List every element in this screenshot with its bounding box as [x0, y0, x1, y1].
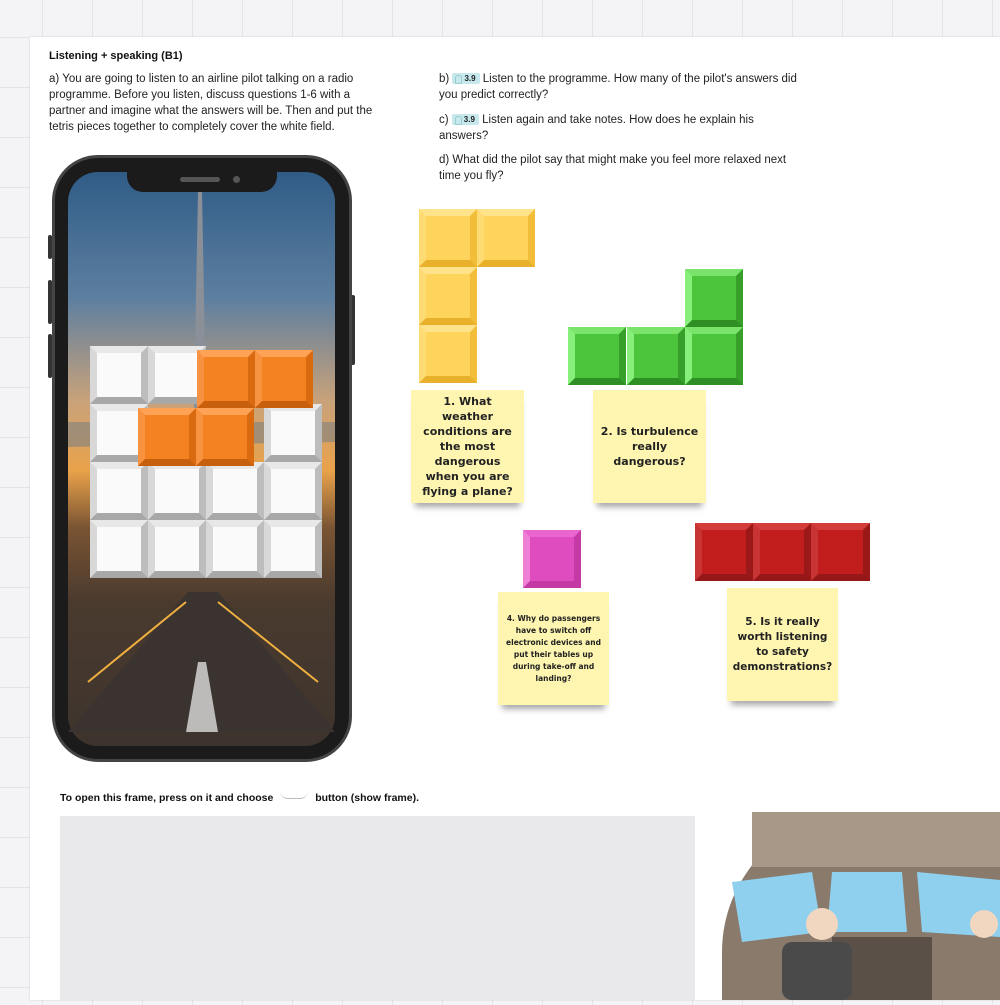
yellow-piece-cell[interactable]: [477, 209, 535, 267]
sticky-note-question-5[interactable]: 5. Is it really worth listening to safety demonstrations?: [727, 588, 838, 701]
instruction-c: [439, 112, 799, 144]
field-cell: [264, 462, 322, 520]
orange-piece-cell[interactable]: [255, 350, 313, 408]
field-cell: [206, 462, 264, 520]
instruction-b: [439, 71, 799, 103]
green-piece-cell[interactable]: [685, 327, 743, 385]
red-piece-cell[interactable]: [811, 523, 870, 581]
phone-camera: [233, 176, 240, 183]
yellow-piece-cell[interactable]: [419, 267, 477, 325]
field-cell: [148, 520, 206, 578]
sticky-note-question-1[interactable]: 1. What weather conditions are the most dangerous when you are flying a plane?: [411, 390, 524, 503]
field-cell: [90, 346, 148, 404]
phone-speaker: [180, 177, 220, 182]
field-cell: [148, 462, 206, 520]
hidden-frame[interactable]: [60, 816, 695, 1000]
green-piece-cell[interactable]: [568, 327, 626, 385]
green-piece-cell[interactable]: [627, 327, 685, 385]
red-piece-cell[interactable]: [695, 523, 753, 581]
instruction-d: d) What did the pilot say that might make you feel more relaxed next time you fly?: [439, 154, 787, 182]
sticky-note-question-4[interactable]: 4. Why do passengers have to switch off electronic devices and put their tables up during take-off and landing?: [498, 592, 609, 705]
orange-piece-cell[interactable]: [197, 350, 255, 408]
eye-closed-icon: [280, 791, 308, 799]
field-cell: [206, 520, 264, 578]
pink-piece-cell[interactable]: [523, 530, 581, 588]
cockpit-drawing: [722, 812, 1000, 1000]
green-piece-cell[interactable]: [685, 269, 743, 327]
sticky-note-question-2[interactable]: 2. Is turbulence really dangerous?: [593, 390, 706, 503]
cockpit-illustration: [722, 812, 1000, 1000]
field-cell: [90, 520, 148, 578]
orange-piece-cell[interactable]: [138, 408, 196, 466]
instruction-a: a) You are going to listen to an airline pilot talking on a radio programme. Before you listen, discuss questions 1-6 with a partner and imagine what the answers will be. Then and put the tetris pieces together to completely cover the white field.: [49, 73, 373, 133]
audio-track-badge[interactable]: 3.9: [452, 73, 479, 84]
instruction-b-prefix: b): [439, 73, 450, 85]
frame-hint-text-end: button (show frame).: [315, 792, 420, 804]
audio-track-badge[interactable]: 3.9: [452, 114, 479, 125]
instruction-b-text: Listen to the programme. How many of the pilot's answers did you predict correctly?: [439, 73, 797, 101]
field-cell: [264, 404, 322, 462]
frame-hint-text: To open this frame, press on it and choose: [60, 792, 274, 804]
orange-piece-cell[interactable]: [196, 408, 254, 466]
instruction-c-text: Listen again and take notes. How does he explain his answers?: [439, 114, 754, 142]
page-title: Listening + speaking (B1): [49, 50, 183, 62]
field-cell: [90, 462, 148, 520]
yellow-piece-cell[interactable]: [419, 209, 477, 267]
yellow-piece-cell[interactable]: [419, 325, 477, 383]
red-piece-cell[interactable]: [753, 523, 811, 581]
instruction-c-prefix: c): [439, 114, 449, 126]
field-cell: [264, 520, 322, 578]
frame-hint: [60, 791, 419, 804]
